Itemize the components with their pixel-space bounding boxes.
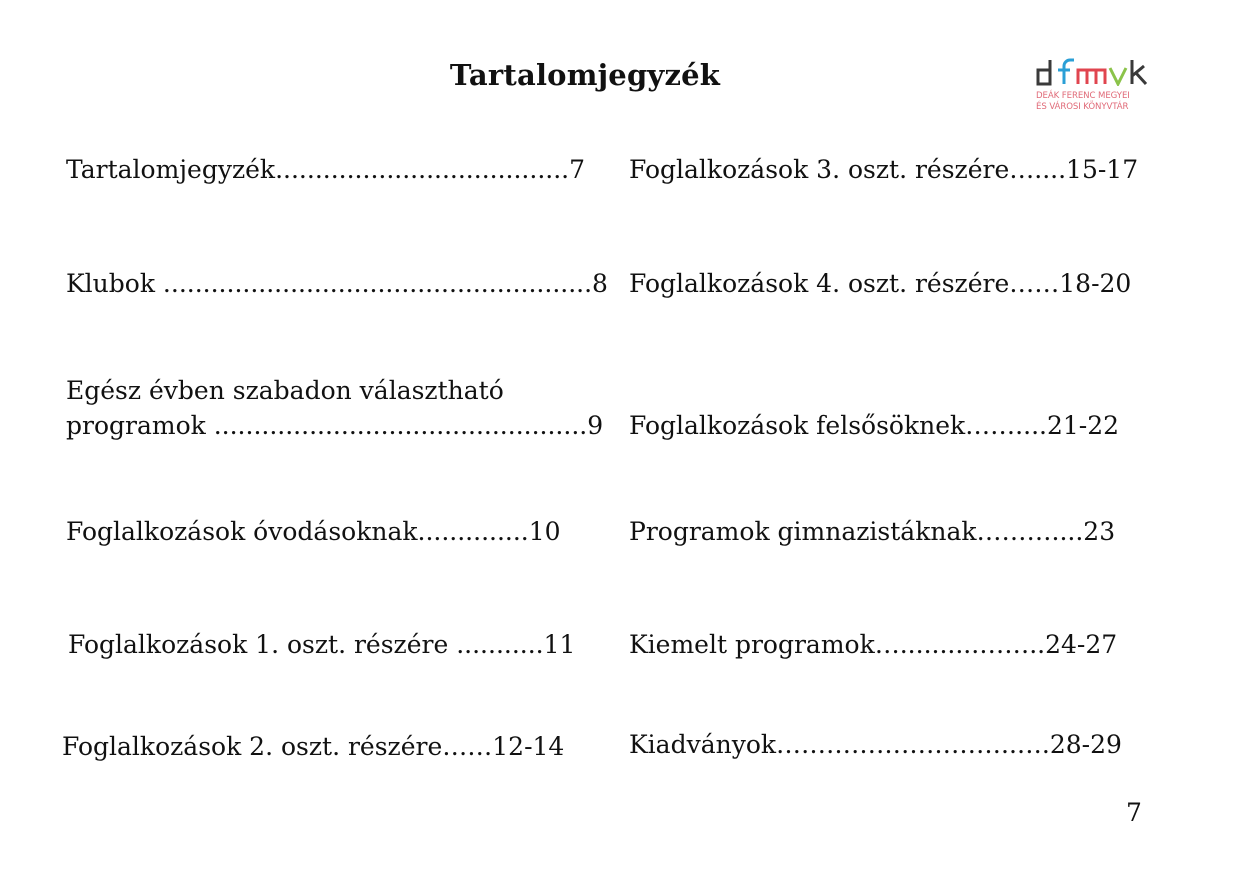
toc-entry-egesz-evben-line-1: Egész évben szabadon választható bbox=[66, 376, 504, 405]
toc-entry-klubok: Klubok ......................................................8 bbox=[66, 269, 608, 298]
toc-entry-kiemelt-programok: Kiemelt programok…..........……..24-27 bbox=[629, 630, 1118, 659]
toc-entry-felsosoknek: Foglalkozások felsősöknek……....21-22 bbox=[629, 411, 1120, 440]
toc-entry-4-oszt: Foglalkozások 4. oszt. részére……18-20 bbox=[629, 269, 1132, 298]
library-name-line-2: ÉS VÁROSI KÖNYVTÁR bbox=[1036, 102, 1129, 112]
toc-entry-3-oszt: Foglalkozások 3. oszt. részére…....15-17 bbox=[629, 155, 1139, 184]
toc-entry-1-oszt: Foglalkozások 1. oszt. részére ...........11 bbox=[68, 630, 576, 659]
page-number: 7 bbox=[1126, 798, 1142, 827]
page-title: Tartalomjegyzék bbox=[449, 58, 721, 92]
toc-entry-gimnazistaknak: Programok gimnazistáknak………....23 bbox=[629, 517, 1116, 546]
toc-entry-egesz-evben-line-2: programok ...............................................9 bbox=[66, 411, 604, 440]
library-name-line-1: DEÁK FERENC MEGYEI bbox=[1036, 91, 1130, 101]
toc-entry-2-oszt: Foglalkozások 2. oszt. részére……12-14 bbox=[62, 732, 565, 761]
toc-entry-ovodasoknak: Foglalkozások óvodásoknak..............10 bbox=[66, 517, 561, 546]
library-logo-mark bbox=[1036, 58, 1148, 86]
toc-entry-kiadvanyok: Kiadványok………………………..….28-29 bbox=[629, 730, 1122, 759]
toc-entry-tartalomjegyzek: Tartalomjegyzék.....................................7 bbox=[66, 155, 586, 184]
library-logo bbox=[1036, 58, 1148, 118]
